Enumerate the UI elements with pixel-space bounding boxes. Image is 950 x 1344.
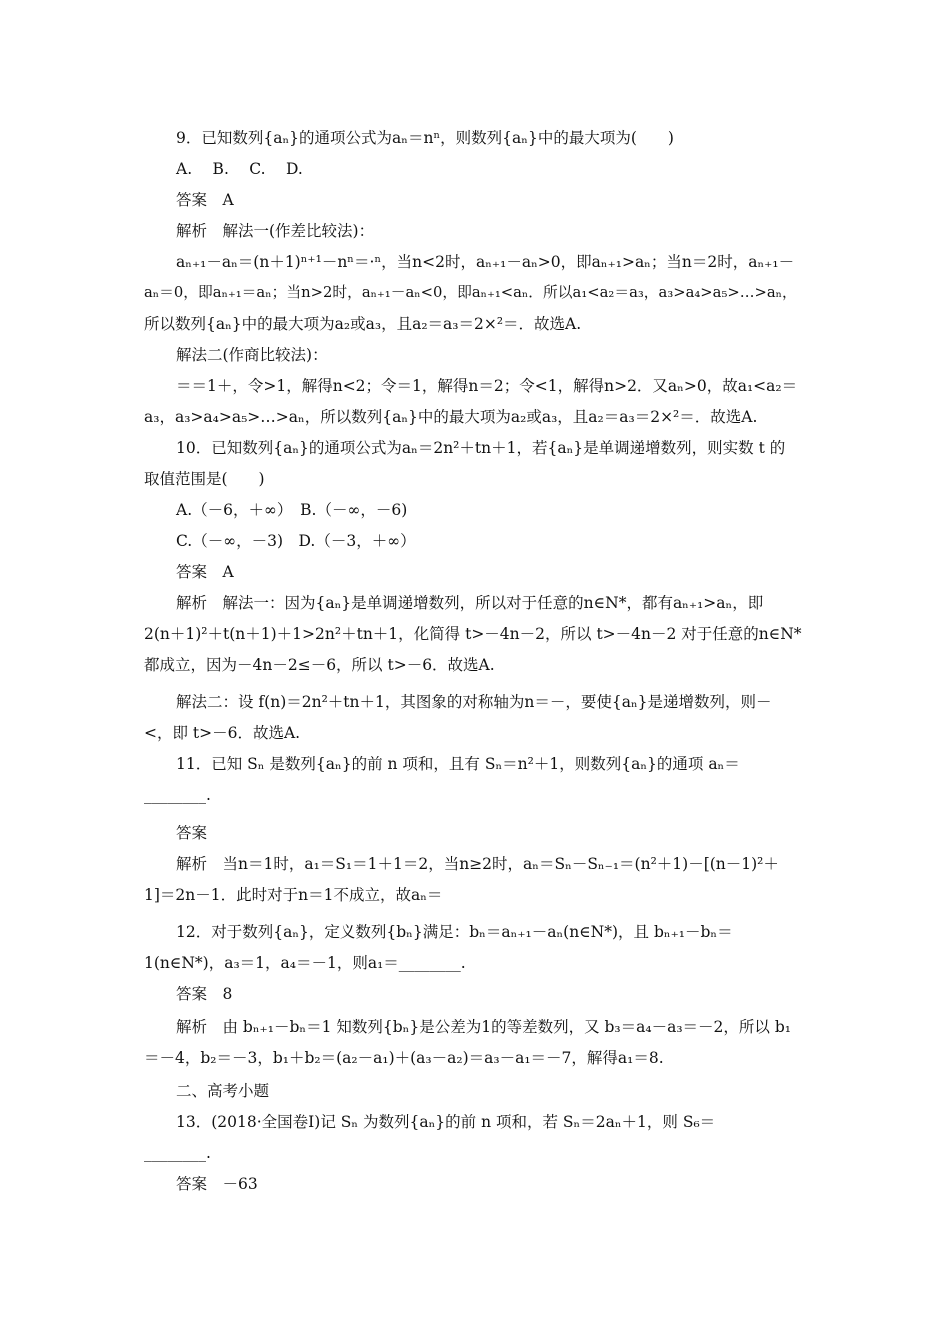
q12-stem-line2: 1(n∈N*)，a₃＝1，a₄＝－1，则a₁＝________.	[144, 954, 466, 972]
q13-answer: 答案 －63	[176, 1175, 258, 1193]
q10-analysis-line1: 解析 解法一：因为{aₙ}是单调递增数列，所以对于任意的n∈N*，都有aₙ₊₁>aₙ，即	[176, 594, 764, 612]
section-heading: 二、高考小题	[176, 1082, 270, 1100]
q12-analysis-line2: ＝－4，b₂＝－3，b₁＋b₂＝(a₂－a₁)＋(a₃－a₂)＝a₃－a₁＝－7，解得a₁＝8.	[144, 1049, 664, 1067]
q10-analysis-line3: 都成立，因为－4n－2≤－6，所以 t>－6．故选A.	[144, 656, 495, 674]
q10-method2-line2: <，即 t>－6．故选A.	[144, 724, 301, 742]
q9-method1-line3: 所以数列{aₙ}中的最大项为a₂或a₃，且a₂＝a₃＝2×²＝．故选A.	[144, 315, 582, 333]
q13-stem-line1: 13．(2018·全国卷Ⅰ)记 Sₙ 为数列{aₙ}的前 n 项和，若 Sₙ＝2aₙ＋1，则 S₆＝	[176, 1113, 716, 1131]
q11-stem-line1: 11．已知 Sₙ 是数列{aₙ}的前 n 项和，且有 Sₙ＝n²＋1，则数列{aₙ}的通项 aₙ＝	[176, 755, 740, 773]
q12-stem-line1: 12．对于数列{aₙ}，定义数列{bₙ}满足：bₙ＝aₙ₊₁－aₙ(n∈N*)，且 bₙ₊₁－bₙ＝	[176, 923, 733, 941]
q11-analysis-line1: 解析 当n＝1时，a₁＝S₁＝1＋1＝2，当n≥2时，aₙ＝Sₙ－Sₙ₋₁＝(n²＋1)－[(n－1)²＋	[176, 855, 779, 873]
q10-method2-line1: 解法二：设 f(n)＝2n²＋tn＋1，其图象的对称轴为n＝－，要使{aₙ}是递增数列，则－	[176, 693, 772, 711]
q11-answer: 答案	[176, 824, 208, 842]
q9-method2-line1: ＝＝1＋，令>1，解得n<2；令＝1，解得n＝2；令<1，解得n>2．又aₙ>0，故a₁<a₂＝	[176, 377, 798, 395]
q11-analysis-line2: 1]＝2n－1．此时对于n＝1不成立，故aₙ＝	[144, 886, 443, 904]
q10-answer: 答案 A	[176, 563, 234, 581]
q9-analysis-heading: 解析 解法一(作差比较法)：	[176, 222, 375, 240]
q9-method2-line2: a₃，a₃>a₄>a₅>…>aₙ，所以数列{aₙ}中的最大项为a₂或a₃，且a₂＝a₃＝2×²＝．故选A.	[144, 408, 758, 426]
q9-method2-heading: 解法二(作商比较法)：	[176, 346, 328, 364]
q12-analysis-line1: 解析 由 bₙ₊₁－bₙ＝1 知数列{bₙ}是公差为1的等差数列，又 b₃＝a₄－a₃＝－2，所以 b₁	[176, 1018, 791, 1036]
q9-answer: 答案 A	[176, 191, 234, 209]
q13-stem-line2: ________.	[144, 1144, 211, 1162]
q9-stem: 9．已知数列{aₙ}的通项公式为aₙ＝nⁿ，则数列{aₙ}中的最大项为( )	[176, 129, 674, 147]
q10-analysis-line2: 2(n＋1)²＋t(n＋1)＋1>2n²＋tn＋1，化简得 t>－4n－2，所以 t>－4n－2 对于任意的n∈N*	[144, 625, 802, 643]
q11-stem-line2: ________.	[144, 786, 211, 804]
q10-options-cd: C.（－∞，－3) D.（－3，＋∞）	[176, 532, 416, 550]
q9-method1-line1: aₙ₊₁－aₙ＝(n＋1)ⁿ⁺¹－nⁿ＝·ⁿ，当n<2时，aₙ₊₁－aₙ>0，即aₙ₊₁>aₙ；当n＝2时，aₙ₊₁－	[176, 253, 795, 271]
q10-stem-line1: 10．已知数列{aₙ}的通项公式为aₙ＝2n²＋tn＋1，若{aₙ}是单调递增数列，则实数 t 的	[176, 439, 786, 457]
q10-stem-line2: 取值范围是( )	[144, 470, 265, 488]
q9-method1-line2: aₙ＝0，即aₙ₊₁＝aₙ；当n>2时，aₙ₊₁－aₙ<0，即aₙ₊₁<aₙ．所以a₁<a₂＝a₃，a₃>a₄>a₅>…>aₙ，	[144, 284, 797, 301]
q12-answer: 答案 8	[176, 985, 233, 1003]
q10-options-ab: A.（－6，＋∞） B.（－∞，－6)	[176, 501, 408, 519]
q9-options: A. B. C. D.	[176, 160, 303, 178]
